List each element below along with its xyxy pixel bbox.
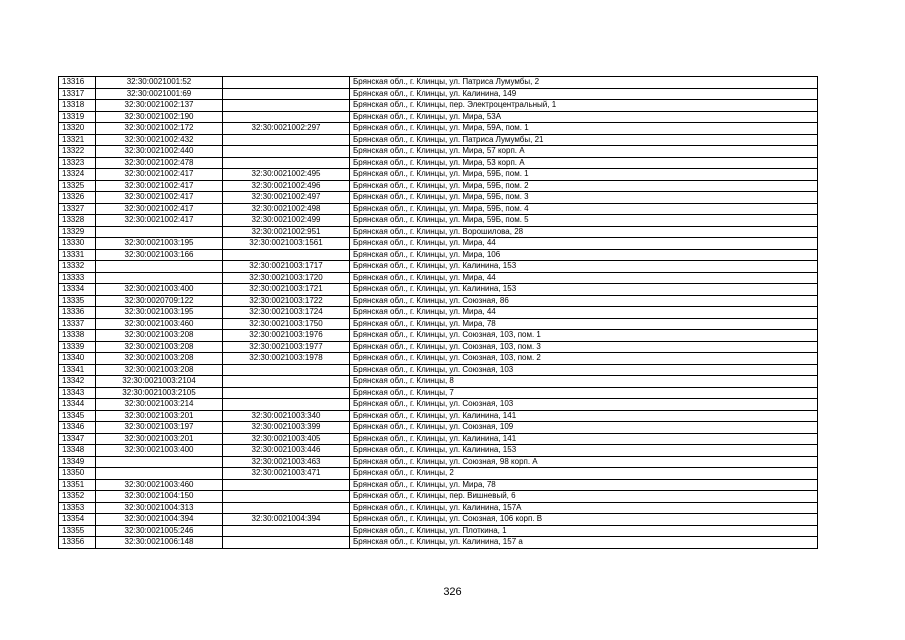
- property-register-table: [58, 76, 818, 549]
- row-number-cell: 13355: [59, 525, 96, 537]
- cadastral-number-cell: [96, 261, 223, 273]
- object-cadastral-number-cell: 32:30:0021003:1976: [223, 330, 350, 342]
- object-cadastral-number-cell: 32:30:0021003:1722: [223, 295, 350, 307]
- address-cell: Брянская обл., г. Клинцы, ул. Союзная, 103: [350, 399, 818, 411]
- table-row: [59, 376, 818, 388]
- address-cell: Брянская обл., г. Клинцы, ул. Мира, 44: [350, 238, 818, 250]
- address-cell: Брянская обл., г. Клинцы, ул. Мира, 59Б, пом. 3: [350, 192, 818, 204]
- address-cell: Брянская обл., г. Клинцы, ул. Мира, 53А: [350, 111, 818, 123]
- table-row: [59, 261, 818, 273]
- cadastral-number-cell: 32:30:0021003:166: [96, 249, 223, 261]
- table-row: [59, 514, 818, 526]
- object-cadastral-number-cell: [223, 88, 350, 100]
- row-number-cell: 13344: [59, 399, 96, 411]
- object-cadastral-number-cell: [223, 525, 350, 537]
- object-cadastral-number-cell: [223, 364, 350, 376]
- row-number-cell: 13352: [59, 491, 96, 503]
- table-row: [59, 226, 818, 238]
- cadastral-number-cell: 32:30:0021002:137: [96, 100, 223, 112]
- address-cell: Брянская обл., г. Клинцы, ул. Ворошилова, 28: [350, 226, 818, 238]
- table-row: [59, 203, 818, 215]
- table-row: [59, 387, 818, 399]
- object-cadastral-number-cell: [223, 399, 350, 411]
- address-cell: Брянская обл., г. Клинцы, ул. Мира, 57 корп. А: [350, 146, 818, 158]
- cadastral-number-cell: 32:30:0021003:208: [96, 330, 223, 342]
- table-row: [59, 456, 818, 468]
- row-number-cell: 13318: [59, 100, 96, 112]
- row-number-cell: 13331: [59, 249, 96, 261]
- cadastral-number-cell: 32:30:0021003:400: [96, 445, 223, 457]
- table-row: [59, 491, 818, 503]
- object-cadastral-number-cell: 32:30:0021002:297: [223, 123, 350, 135]
- table-row: [59, 180, 818, 192]
- table-row: [59, 272, 818, 284]
- cadastral-number-cell: 32:30:0021003:400: [96, 284, 223, 296]
- row-number-cell: 13320: [59, 123, 96, 135]
- row-number-cell: 13322: [59, 146, 96, 158]
- cadastral-number-cell: [96, 226, 223, 238]
- object-cadastral-number-cell: 32:30:0021002:497: [223, 192, 350, 204]
- row-number-cell: 13333: [59, 272, 96, 284]
- address-cell: Брянская обл., г. Клинцы, ул. Калинина, 157 а: [350, 537, 818, 549]
- object-cadastral-number-cell: [223, 100, 350, 112]
- cadastral-number-cell: 32:30:0021001:69: [96, 88, 223, 100]
- address-cell: Брянская обл., г. Клинцы, ул. Союзная, 98 корп. А: [350, 456, 818, 468]
- row-number-cell: 13340: [59, 353, 96, 365]
- object-cadastral-number-cell: [223, 146, 350, 158]
- cadastral-number-cell: 32:30:0021002:440: [96, 146, 223, 158]
- cadastral-number-cell: 32:30:0021001:52: [96, 77, 223, 89]
- row-number-cell: 13337: [59, 318, 96, 330]
- cadastral-number-cell: 32:30:0021002:417: [96, 169, 223, 181]
- row-number-cell: 13356: [59, 537, 96, 549]
- table-row: [59, 445, 818, 457]
- row-number-cell: 13347: [59, 433, 96, 445]
- cadastral-number-cell: 32:30:0021002:417: [96, 215, 223, 227]
- cadastral-number-cell: 32:30:0021003:460: [96, 318, 223, 330]
- cadastral-number-cell: 32:30:0021004:150: [96, 491, 223, 503]
- address-cell: Брянская обл., г. Клинцы, пер. Вишневый, 6: [350, 491, 818, 503]
- table-row: [59, 192, 818, 204]
- table-row: [59, 479, 818, 491]
- row-number-cell: 13354: [59, 514, 96, 526]
- object-cadastral-number-cell: 32:30:0021002:499: [223, 215, 350, 227]
- object-cadastral-number-cell: 32:30:0021003:1721: [223, 284, 350, 296]
- register-table-body: [59, 77, 818, 549]
- object-cadastral-number-cell: 32:30:0021002:951: [223, 226, 350, 238]
- table-row: [59, 364, 818, 376]
- object-cadastral-number-cell: [223, 249, 350, 261]
- table-row: [59, 238, 818, 250]
- cadastral-number-cell: 32:30:0021005:246: [96, 525, 223, 537]
- table-row: [59, 353, 818, 365]
- address-cell: Брянская обл., г. Клинцы, 8: [350, 376, 818, 388]
- table-row: [59, 215, 818, 227]
- address-cell: Брянская обл., г. Клинцы, ул. Мира, 44: [350, 272, 818, 284]
- address-cell: Брянская обл., г. Клинцы, ул. Мира, 78: [350, 318, 818, 330]
- table-row: [59, 525, 818, 537]
- address-cell: Брянская обл., г. Клинцы, ул. Союзная, 103, пом. 3: [350, 341, 818, 353]
- cadastral-number-cell: [96, 272, 223, 284]
- object-cadastral-number-cell: [223, 491, 350, 503]
- row-number-cell: 13341: [59, 364, 96, 376]
- row-number-cell: 13345: [59, 410, 96, 422]
- object-cadastral-number-cell: [223, 537, 350, 549]
- table-row: [59, 123, 818, 135]
- address-cell: Брянская обл., г. Клинцы, ул. Калинина, 153: [350, 284, 818, 296]
- row-number-cell: 13330: [59, 238, 96, 250]
- object-cadastral-number-cell: 32:30:0021003:1750: [223, 318, 350, 330]
- address-cell: Брянская обл., г. Клинцы, ул. Калинина, 141: [350, 410, 818, 422]
- cadastral-number-cell: 32:30:0021002:417: [96, 203, 223, 215]
- table-row: [59, 284, 818, 296]
- object-cadastral-number-cell: 32:30:0021002:496: [223, 180, 350, 192]
- object-cadastral-number-cell: [223, 134, 350, 146]
- row-number-cell: 13350: [59, 468, 96, 480]
- row-number-cell: 13349: [59, 456, 96, 468]
- address-cell: Брянская обл., г. Клинцы, ул. Калинина, 157А: [350, 502, 818, 514]
- address-cell: Брянская обл., г. Клинцы, ул. Патриса Лумумбы, 21: [350, 134, 818, 146]
- address-cell: Брянская обл., г. Клинцы, ул. Калинина, 153: [350, 261, 818, 273]
- address-cell: Брянская обл., г. Клинцы, ул. Патриса Лумумбы, 2: [350, 77, 818, 89]
- object-cadastral-number-cell: 32:30:0021003:446: [223, 445, 350, 457]
- table-row: [59, 537, 818, 549]
- row-number-cell: 13317: [59, 88, 96, 100]
- object-cadastral-number-cell: 32:30:0021003:471: [223, 468, 350, 480]
- table-row: [59, 249, 818, 261]
- address-cell: Брянская обл., г. Клинцы, ул. Союзная, 103: [350, 364, 818, 376]
- cadastral-number-cell: 32:30:0021003:208: [96, 364, 223, 376]
- cadastral-number-cell: 32:30:0021002:417: [96, 180, 223, 192]
- cadastral-number-cell: 32:30:0021003:208: [96, 353, 223, 365]
- address-cell: Брянская обл., г. Клинцы, ул. Калинина, 149: [350, 88, 818, 100]
- address-cell: Брянская обл., г. Клинцы, ул. Мира, 78: [350, 479, 818, 491]
- object-cadastral-number-cell: [223, 157, 350, 169]
- address-cell: Брянская обл., г. Клинцы, ул. Союзная, 86: [350, 295, 818, 307]
- cadastral-number-cell: 32:30:0021003:195: [96, 238, 223, 250]
- cadastral-number-cell: [96, 456, 223, 468]
- address-cell: Брянская обл., г. Клинцы, ул. Союзная, 103, пом. 1: [350, 330, 818, 342]
- cadastral-number-cell: 32:30:0021002:478: [96, 157, 223, 169]
- row-number-cell: 13324: [59, 169, 96, 181]
- table-row: [59, 468, 818, 480]
- row-number-cell: 13319: [59, 111, 96, 123]
- table-row: [59, 157, 818, 169]
- cadastral-number-cell: 32:30:0021004:394: [96, 514, 223, 526]
- table-row: [59, 295, 818, 307]
- address-cell: Брянская обл., г. Клинцы, ул. Мира, 59Б, пом. 2: [350, 180, 818, 192]
- row-number-cell: 13338: [59, 330, 96, 342]
- object-cadastral-number-cell: 32:30:0021003:1978: [223, 353, 350, 365]
- table-row: [59, 318, 818, 330]
- cadastral-number-cell: 32:30:0021003:2104: [96, 376, 223, 388]
- cadastral-number-cell: 32:30:0021006:148: [96, 537, 223, 549]
- object-cadastral-number-cell: 32:30:0021003:340: [223, 410, 350, 422]
- row-number-cell: 13336: [59, 307, 96, 319]
- address-cell: Брянская обл., г. Клинцы, ул. Мира, 44: [350, 307, 818, 319]
- object-cadastral-number-cell: [223, 479, 350, 491]
- address-cell: Брянская обл., г. Клинцы, ул. Калинина, 141: [350, 433, 818, 445]
- table-row: [59, 146, 818, 158]
- table-row: [59, 307, 818, 319]
- row-number-cell: 13328: [59, 215, 96, 227]
- object-cadastral-number-cell: [223, 77, 350, 89]
- row-number-cell: 13332: [59, 261, 96, 273]
- table-row: [59, 100, 818, 112]
- address-cell: Брянская обл., г. Клинцы, ул. Мира, 59Б, пом. 4: [350, 203, 818, 215]
- row-number-cell: 13329: [59, 226, 96, 238]
- table-row: [59, 341, 818, 353]
- cadastral-number-cell: 32:30:0021003:201: [96, 433, 223, 445]
- table-row: [59, 111, 818, 123]
- row-number-cell: 13343: [59, 387, 96, 399]
- object-cadastral-number-cell: 32:30:0021003:1717: [223, 261, 350, 273]
- address-cell: Брянская обл., г. Клинцы, ул. Мира, 59А, пом. 1: [350, 123, 818, 135]
- table-row: [59, 134, 818, 146]
- table-row: [59, 502, 818, 514]
- table-row: [59, 410, 818, 422]
- cadastral-number-cell: 32:30:0020709:122: [96, 295, 223, 307]
- table-row: [59, 169, 818, 181]
- cadastral-number-cell: 32:30:0021003:2105: [96, 387, 223, 399]
- address-cell: Брянская обл., г. Клинцы, ул. Мира, 59Б, пом. 1: [350, 169, 818, 181]
- register-sheet: [58, 76, 818, 549]
- object-cadastral-number-cell: [223, 387, 350, 399]
- table-row: [59, 399, 818, 411]
- address-cell: Брянская обл., г. Клинцы, ул. Калинина, 153: [350, 445, 818, 457]
- object-cadastral-number-cell: 32:30:0021003:463: [223, 456, 350, 468]
- address-cell: Брянская обл., г. Клинцы, ул. Союзная, 109: [350, 422, 818, 434]
- table-row: [59, 330, 818, 342]
- cadastral-number-cell: 32:30:0021003:195: [96, 307, 223, 319]
- address-cell: Брянская обл., г. Клинцы, ул. Плоткина, 1: [350, 525, 818, 537]
- row-number-cell: 13353: [59, 502, 96, 514]
- object-cadastral-number-cell: 32:30:0021002:498: [223, 203, 350, 215]
- row-number-cell: 13335: [59, 295, 96, 307]
- table-row: [59, 422, 818, 434]
- cadastral-number-cell: 32:30:0021002:172: [96, 123, 223, 135]
- row-number-cell: 13334: [59, 284, 96, 296]
- row-number-cell: 13323: [59, 157, 96, 169]
- table-row: [59, 433, 818, 445]
- cadastral-number-cell: 32:30:0021003:197: [96, 422, 223, 434]
- address-cell: Брянская обл., г. Клинцы, ул. Мира, 53 корп. А: [350, 157, 818, 169]
- table-row: [59, 88, 818, 100]
- address-cell: Брянская обл., г. Клинцы, ул. Союзная, 103, пом. 2: [350, 353, 818, 365]
- row-number-cell: 13346: [59, 422, 96, 434]
- row-number-cell: 13321: [59, 134, 96, 146]
- address-cell: Брянская обл., г. Клинцы, 2: [350, 468, 818, 480]
- address-cell: Брянская обл., г. Клинцы, ул. Мира, 59Б, пом. 5: [350, 215, 818, 227]
- row-number-cell: 13327: [59, 203, 96, 215]
- cadastral-number-cell: 32:30:0021002:190: [96, 111, 223, 123]
- address-cell: Брянская обл., г. Клинцы, ул. Союзная, 106 корп. В: [350, 514, 818, 526]
- row-number-cell: 13342: [59, 376, 96, 388]
- address-cell: Брянская обл., г. Клинцы, ул. Мира, 106: [350, 249, 818, 261]
- object-cadastral-number-cell: 32:30:0021003:405: [223, 433, 350, 445]
- table-row: [59, 77, 818, 89]
- object-cadastral-number-cell: [223, 376, 350, 388]
- row-number-cell: 13348: [59, 445, 96, 457]
- object-cadastral-number-cell: [223, 111, 350, 123]
- address-cell: Брянская обл., г. Клинцы, 7: [350, 387, 818, 399]
- cadastral-number-cell: 32:30:0021002:417: [96, 192, 223, 204]
- object-cadastral-number-cell: 32:30:0021003:1977: [223, 341, 350, 353]
- object-cadastral-number-cell: 32:30:0021002:495: [223, 169, 350, 181]
- object-cadastral-number-cell: 32:30:0021003:1561: [223, 238, 350, 250]
- object-cadastral-number-cell: [223, 502, 350, 514]
- object-cadastral-number-cell: 32:30:0021003:399: [223, 422, 350, 434]
- row-number-cell: 13326: [59, 192, 96, 204]
- cadastral-number-cell: 32:30:0021004:313: [96, 502, 223, 514]
- cadastral-number-cell: 32:30:0021003:460: [96, 479, 223, 491]
- cadastral-number-cell: [96, 468, 223, 480]
- row-number-cell: 13351: [59, 479, 96, 491]
- row-number-cell: 13339: [59, 341, 96, 353]
- object-cadastral-number-cell: 32:30:0021004:394: [223, 514, 350, 526]
- cadastral-number-cell: 32:30:0021003:214: [96, 399, 223, 411]
- object-cadastral-number-cell: 32:30:0021003:1724: [223, 307, 350, 319]
- cadastral-number-cell: 32:30:0021002:432: [96, 134, 223, 146]
- cadastral-number-cell: 32:30:0021003:208: [96, 341, 223, 353]
- row-number-cell: 13316: [59, 77, 96, 89]
- cadastral-number-cell: 32:30:0021003:201: [96, 410, 223, 422]
- object-cadastral-number-cell: 32:30:0021003:1720: [223, 272, 350, 284]
- page-number: 326: [443, 586, 462, 598]
- address-cell: Брянская обл., г. Клинцы, пер. Электроцентральный, 1: [350, 100, 818, 112]
- row-number-cell: 13325: [59, 180, 96, 192]
